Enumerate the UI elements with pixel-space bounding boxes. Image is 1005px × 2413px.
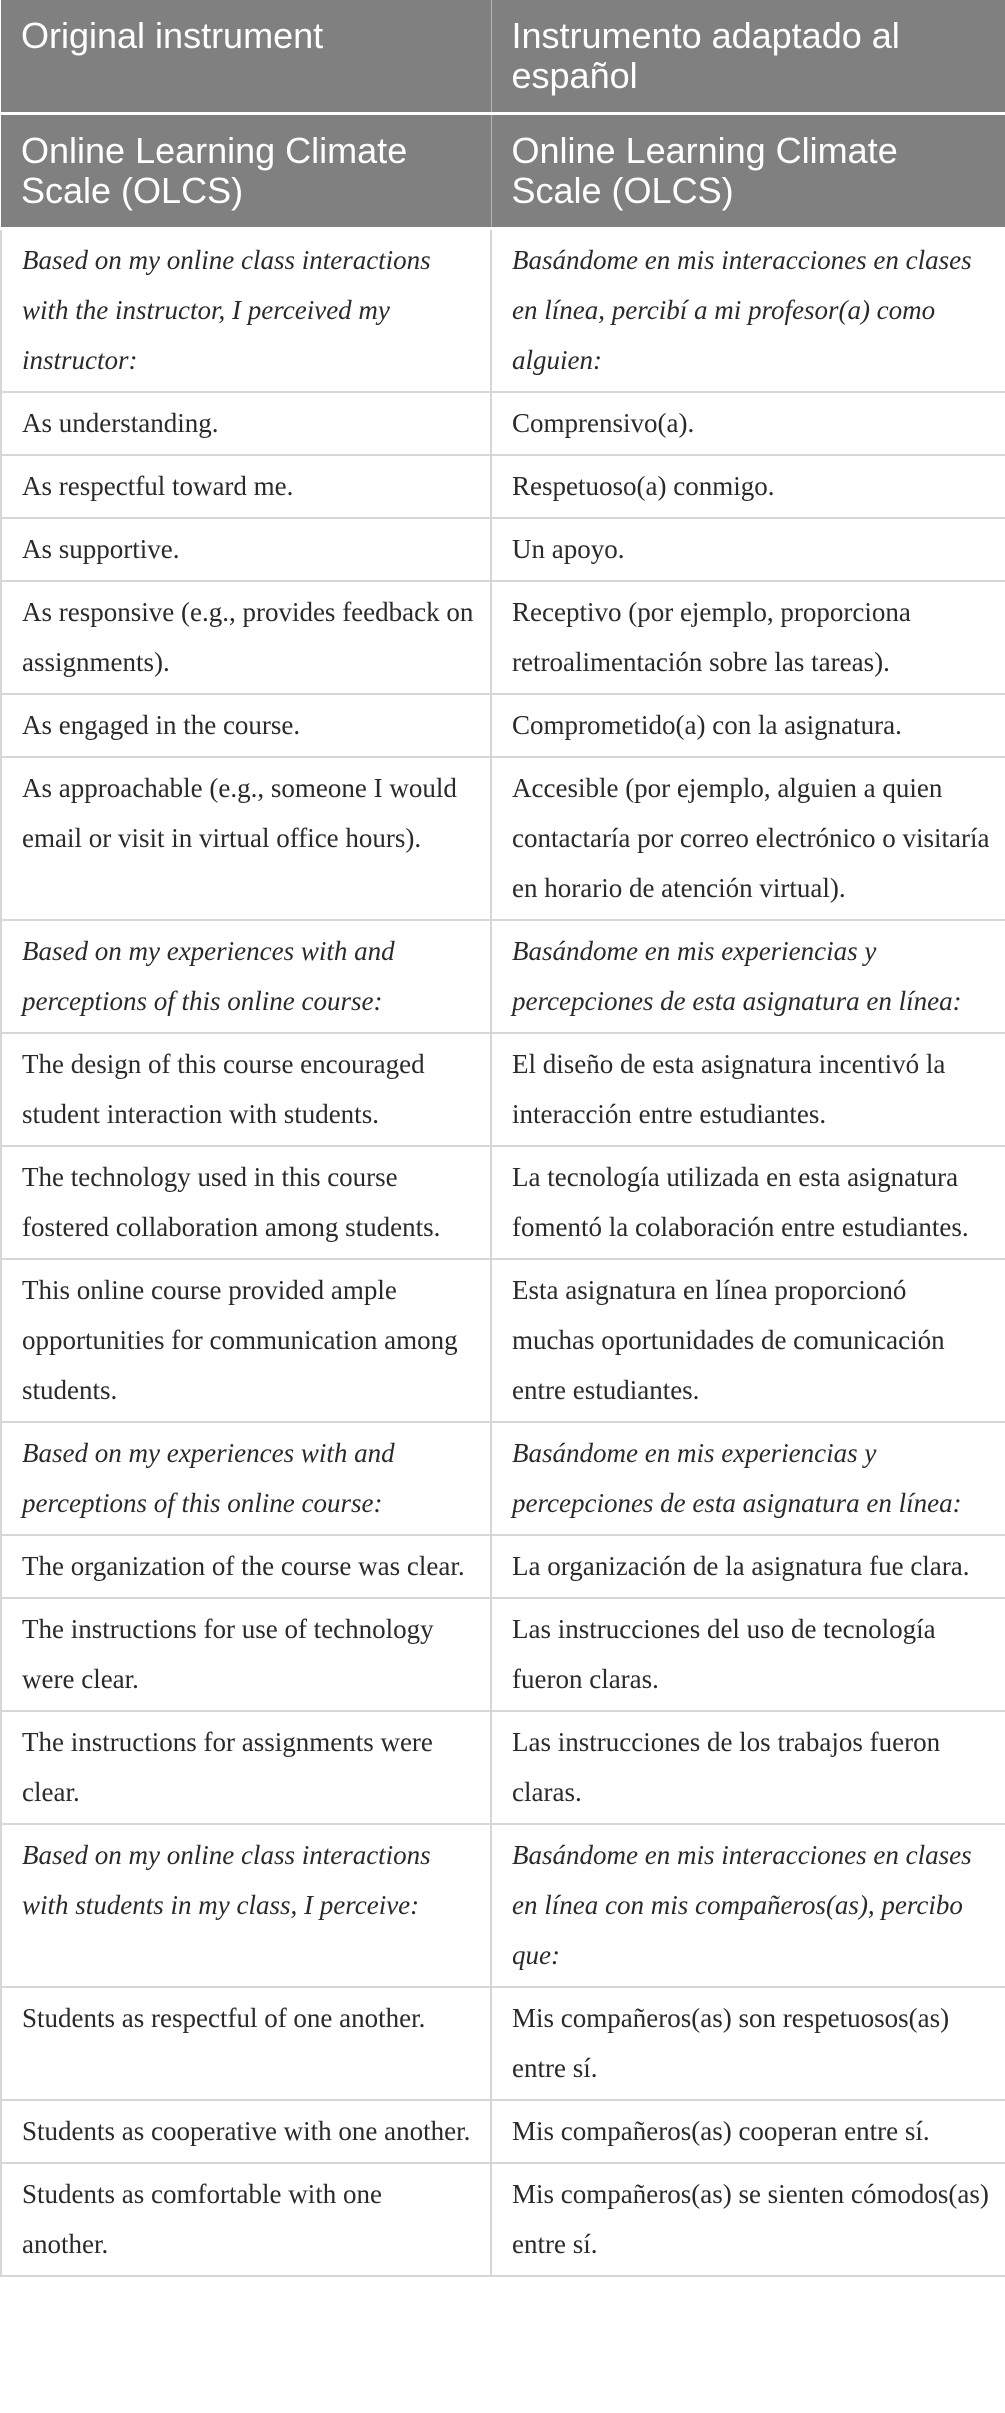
cell-adapted: Mis compañeros(as) son respetuosos(as) entre sí. <box>491 1987 1005 2100</box>
item-row <box>1 1598 1005 1711</box>
section-prompt-row <box>1 229 1005 393</box>
table-header <box>1 0 1005 229</box>
cell-original: As responsive (e.g., provides feedback on assignments). <box>1 581 491 694</box>
cell-original: The instructions for assignments were clear. <box>1 1711 491 1824</box>
item-row <box>1 455 1005 518</box>
item-row <box>1 2100 1005 2163</box>
cell-adapted: La tecnología utilizada en esta asignatura fomentó la colaboración entre estudiantes. <box>491 1146 1005 1259</box>
cell-adapted: Esta asignatura en línea proporcionó muchas oportunidades de comunicación entre estudiantes. <box>491 1259 1005 1422</box>
cell-original: Students as comfortable with one another. <box>1 2163 491 2276</box>
section-prompt-row <box>1 1422 1005 1535</box>
cell-adapted: Mis compañeros(as) se sienten cómodos(as) entre sí. <box>491 2163 1005 2276</box>
cell-adapted: Basándome en mis interacciones en clases en línea, percibí a mi profesor(a) como alguien: <box>491 229 1005 393</box>
header-original-instrument: Original instrument <box>1 0 491 114</box>
item-row <box>1 1711 1005 1824</box>
item-row <box>1 392 1005 455</box>
item-row <box>1 2163 1005 2276</box>
cell-original: Based on my experiences with and perceptions of this online course: <box>1 1422 491 1535</box>
cell-original: Based on my online class interactions with students in my class, I perceive: <box>1 1824 491 1987</box>
cell-original: This online course provided ample opportunities for communication among students. <box>1 1259 491 1422</box>
cell-adapted: Las instrucciones de los trabajos fueron claras. <box>491 1711 1005 1824</box>
item-row <box>1 518 1005 581</box>
header-row-scale-names <box>1 114 1005 229</box>
cell-original: Based on my experiences with and perceptions of this online course: <box>1 920 491 1033</box>
cell-original: Students as respectful of one another. <box>1 1987 491 2100</box>
header-row-titles <box>1 0 1005 114</box>
item-row <box>1 581 1005 694</box>
header-adapted-instrument: Instrumento adaptado al español <box>491 0 1005 114</box>
section-prompt-row <box>1 920 1005 1033</box>
cell-adapted: Respetuoso(a) conmigo. <box>491 455 1005 518</box>
cell-adapted: Un apoyo. <box>491 518 1005 581</box>
item-row <box>1 694 1005 757</box>
cell-adapted: Receptivo (por ejemplo, proporciona retroalimentación sobre las tareas). <box>491 581 1005 694</box>
cell-adapted: Basándome en mis experiencias y percepciones de esta asignatura en línea: <box>491 920 1005 1033</box>
cell-original: As engaged in the course. <box>1 694 491 757</box>
cell-adapted: Mis compañeros(as) cooperan entre sí. <box>491 2100 1005 2163</box>
cell-adapted: Las instrucciones del uso de tecnología fueron claras. <box>491 1598 1005 1711</box>
cell-original: The technology used in this course fostered collaboration among students. <box>1 1146 491 1259</box>
cell-original: As understanding. <box>1 392 491 455</box>
cell-original: Based on my online class interactions with the instructor, I perceived my instructor: <box>1 229 491 393</box>
item-row <box>1 1146 1005 1259</box>
cell-original: The instructions for use of technology were clear. <box>1 1598 491 1711</box>
cell-adapted: La organización de la asignatura fue clara. <box>491 1535 1005 1598</box>
cell-adapted: Comprensivo(a). <box>491 392 1005 455</box>
cell-original: The organization of the course was clear. <box>1 1535 491 1598</box>
cell-adapted: Accesible (por ejemplo, alguien a quien contactaría por correo electrónico o visitaría en horario de atención virtual). <box>491 757 1005 920</box>
item-row <box>1 1033 1005 1146</box>
cell-adapted: El diseño de esta asignatura incentivó la interacción entre estudiantes. <box>491 1033 1005 1146</box>
section-prompt-row <box>1 1824 1005 1987</box>
item-row <box>1 1535 1005 1598</box>
cell-original: Students as cooperative with one another. <box>1 2100 491 2163</box>
cell-adapted: Basándome en mis experiencias y percepciones de esta asignatura en línea: <box>491 1422 1005 1535</box>
cell-original: As approachable (e.g., someone I would email or visit in virtual office hours). <box>1 757 491 920</box>
cell-adapted: Comprometido(a) con la asignatura. <box>491 694 1005 757</box>
table-body <box>1 229 1005 2277</box>
cell-adapted: Basándome en mis interacciones en clases en línea con mis compañeros(as), percibo que: <box>491 1824 1005 1987</box>
item-row <box>1 1987 1005 2100</box>
header-scale-name-adapted: Online Learning Climate Scale (OLCS) <box>491 114 1005 229</box>
item-row <box>1 757 1005 920</box>
cell-original: The design of this course encouraged student interaction with students. <box>1 1033 491 1146</box>
header-scale-name-original: Online Learning Climate Scale (OLCS) <box>1 114 491 229</box>
cell-original: As respectful toward me. <box>1 455 491 518</box>
cell-original: As supportive. <box>1 518 491 581</box>
item-row <box>1 1259 1005 1422</box>
